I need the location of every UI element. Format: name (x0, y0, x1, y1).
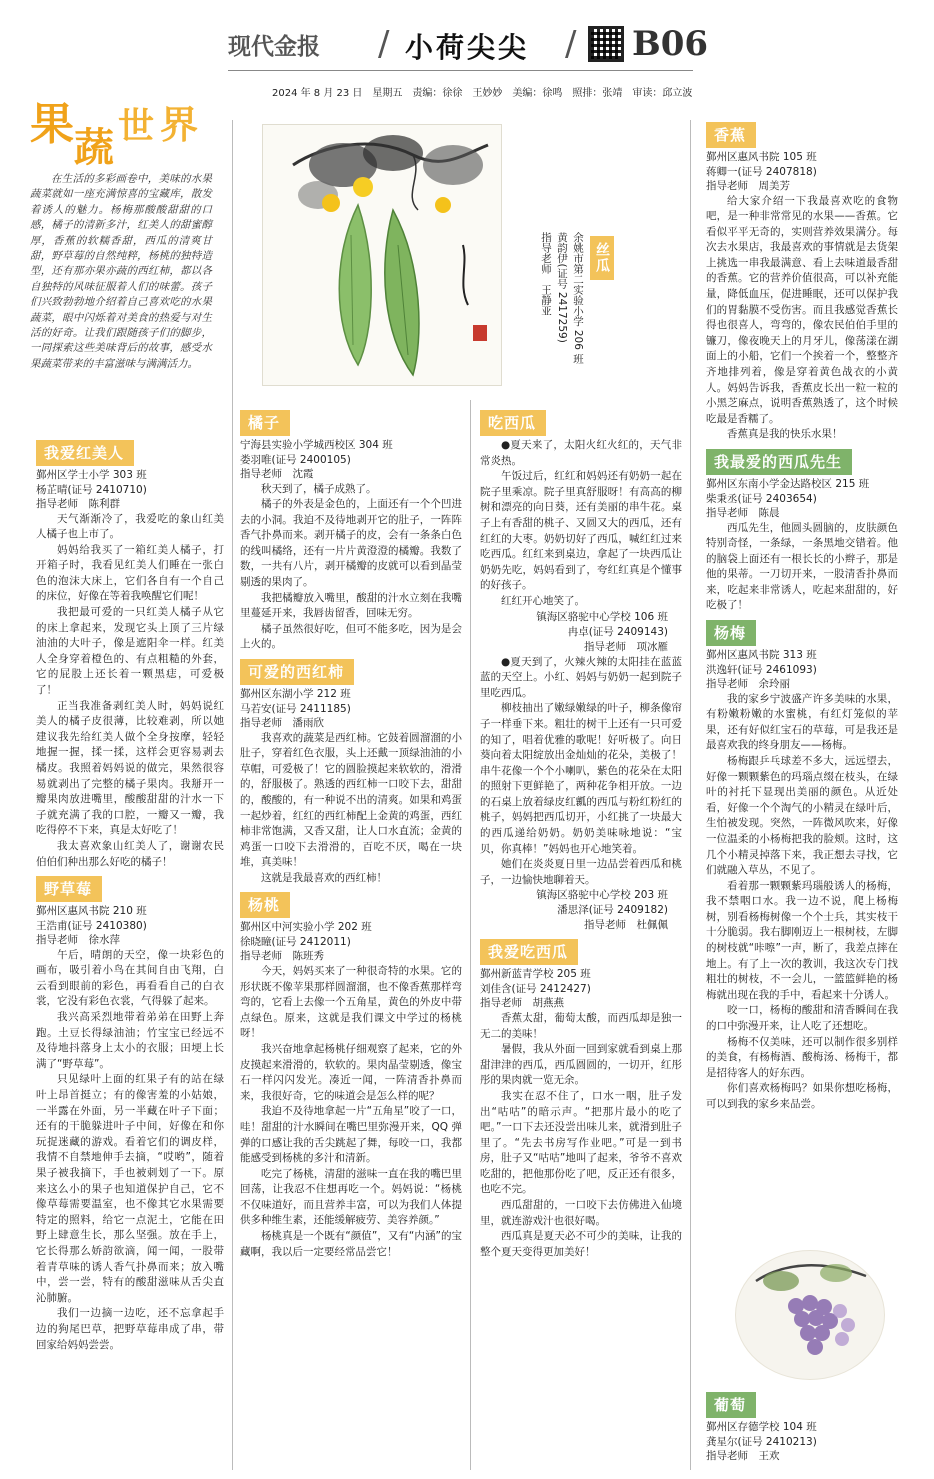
paragraph: 香蕉真是我的快乐水果！ (727, 428, 843, 441)
school: 鄞州区惠风书院 105 班 (706, 151, 817, 163)
paragraph: 天气渐渐冷了，我爱吃的象山红美人橘子也上市了。 (36, 512, 224, 541)
paragraph: 我的家乡宁波盛产许多美味的水果，有粉嫩粉嫩的水蜜桃，有红灯笼似的苹果，还有好似红宝石的草莓，可是我还是最喜欢我的终身朋友——杨梅。 (706, 692, 898, 752)
article-body (240, 964, 462, 1260)
column-2 (240, 410, 462, 1266)
grape-painting-image (736, 1251, 885, 1380)
header-slash: / (378, 24, 390, 64)
paragraph: 午后，晴朗的天空，像一块彩色的画布，吸引着小鸟在其间自由飞翔，白云看到眼前的彩色，再看看自己的白衣裳，它没有彩色衣裳，气得躲了起来。 (36, 948, 224, 1008)
article-body (36, 512, 224, 871)
paragraph: 秋天到了，橘子成熟了。 (261, 482, 377, 495)
paragraph: 给大家介绍一下我最喜欢吃的食物吧，是一种非常常见的水果——香蕉。它看似平平无奇的，实则营养效果满分。每次去水果店，我最喜欢的事情就是去货架上挑选一串我最满意、看上去味道最香甜的香蕉。它的营养价值很高，可以补充能量，降低血压，促进睡眠，还可以保护我们的胃黏膜不受伤害。而且我感觉香蕉长得也很喜人，弯弯的，像农民伯伯手里的镰刀，像夜晚天上的月牙儿，像荡漾在湖面上的小船，它们一个挨着一个，整整齐齐地排列着，像是穿着黄色战衣的小黄人。妈妈告诉我，香蕉皮长出一粒一粒的小黑芝麻点，说明香蕉熟透了，这个时候吃最是香糯了。 (706, 194, 898, 425)
article-mr-watermelon (706, 449, 898, 614)
teacher: 指导老师 陈晨 (706, 507, 780, 519)
article-body (706, 194, 898, 444)
article-grape (706, 1392, 898, 1464)
paragraph: 咬一口，杨梅的酸甜和清香瞬间在我的口中弥漫开来，让人吃了还想吃。 (706, 1004, 898, 1033)
paragraph: 我把橘瓣放入嘴里，酸甜的汁水立刻在我嘴里蔓延开来，我唇齿留香，回味无穷。 (240, 591, 462, 620)
section-title: 小荷尖尖 (405, 31, 530, 64)
student: 黄韵伊(证号 2417259) (556, 232, 568, 343)
article-tag: 葡萄 (706, 1392, 756, 1418)
paragraph: 西瓜先生，他圆头圆脑的，皮肤颜色特别奇怪，一条绿，一条黑地交错着。他的脑袋上面还有一根长长的小辫子，那是他的果蒂。一刀切开来，一股清香扑鼻而来，吃起来非常诱人，吃起来甜甜的，好吃极了！ (706, 521, 898, 612)
student: 娄羽唯(证号 2400105) (240, 453, 351, 466)
paragraph: 看着那一颗颗紫玛瑙般诱人的杨梅，我不禁咽口水。我一边不说，爬上杨梅树，别看杨梅树像一个个士兵，其实枝干十分脆弱。我右脚刚迈上一根树枝，左脚的树枝就“咔嚓”一声，断了，我差点摔在地上。有了上一次的教训，我这次专门找粗壮的树枝，不一会儿，一篮篮鲜艳的杨梅就出现在我的手中，看起来十分诱人。 (706, 879, 898, 1001)
student: 徐晓瞳(证号 2412011) (240, 935, 351, 948)
article-starfruit (240, 892, 462, 1260)
paragraph: 暑假，我从外面一回到家就看到桌上那甜津津的西瓜，西瓜圆圆的，一切开，红彤彤的果肉就一览无余。 (480, 1043, 682, 1087)
article-body (240, 482, 462, 654)
logo-char: 界 (160, 102, 199, 147)
column-intro: 在生活的多彩画卷中，美味的水果蔬菜就如一座充满惊喜的宝藏库，散发着诱人的魅力。杨梅那酸酸甜甜的口感，橘子的清新多汁，红美人的甜蜜醇厚，香蕉的软糯香甜，西瓜的清爽甘甜，野草莓的自然纯粹，杨桃的独特造型，还有那亦果亦蔬的西红柿，都以各自独特的风味征服着人们的味蕾。孩子们兴致勃勃地介绍着自己喜欢吃的水果蔬菜，眼中闪烁着对美食的热爱与对生活的好奇。让我们跟随孩子们的脚步，一同探索这些美味背后的故事，感受水果蔬菜带来的丰富滋味与满满活力。 (30, 173, 212, 370)
student: 柴秉丞(证号 2403654) (706, 492, 817, 505)
paragraph: 西瓜甜甜的，一口咬下去仿佛进入仙境里，就连游戏汁也很好喝。 (480, 1199, 682, 1227)
teacher: 指导老师 王欢 (706, 1450, 780, 1462)
teacher: 指导老师 陈利群 (36, 498, 120, 510)
article-tomato (240, 659, 462, 886)
paragraph: ●夏天到了，火辣火辣的太阳挂在蓝蓝蓝的天空上。小红、妈妈与奶奶一起到院子里吃西瓜。 (480, 655, 682, 699)
student: 杨芷晴(证号 2410710) (36, 483, 147, 496)
page-number: B06 (632, 24, 709, 64)
article-tag: 香蕉 (706, 122, 756, 148)
teacher: 指导老师 潘雨欣 (240, 717, 324, 730)
teacher: 指导老师 周美芳 (706, 180, 790, 192)
paragraph: 西瓜真是夏天必不可少的美味，让我的整个夏天变得更加美好！ (480, 1230, 682, 1258)
student: 王浩甫(证号 2410380) (36, 919, 147, 932)
article-bayberry (706, 620, 898, 1113)
article-tag: 杨桃 (240, 892, 290, 918)
paragraph: 杨梅跟乒乓球差不多大，远远望去，好像一颗颗紫色的玛瑙点缀在枝头，在绿叶的衬托下显现出美丽的颜色。从近处看，好像一个个淘气的小精灵在绿叶后，生怕被发现。突然，一阵微风吹来，好像一位温柔的小杨梅把我的脸颊。这时，这几个小精灵掉落下来，我正想去寻找，它们就融入草丛，不见了。 (706, 754, 898, 877)
paragraph: 我实在忍不住了，口水一咽，肚子发出“咕咕”的暗示声。“把那片最小的吃了吧。”一口下去还没尝出味儿来，就滑到肚子里了。“先去书房写作业吧。”可是一到书房，肚子又“咕咕”地叫了起来，爷爷不喜欢吃甜的，把他那份吃了吧，反正还有很多，也吃不完。 (480, 1089, 682, 1196)
article-tag: 可爱的西红柿 (240, 659, 354, 685)
dateline: 2024 年 8 月 23 日 星期五 责编：徐徐 王妙妙 美编：徐鸣 照排：张靖 审读：邱立波 (272, 88, 693, 99)
article-tag: 橘子 (240, 410, 290, 436)
school: 鄞州区中河实验小学 202 班 (240, 921, 372, 934)
student: 洪逸轩(证号 2461093) (706, 663, 817, 676)
teacher: 指导老师 王静亚 (540, 232, 552, 316)
paragraph: 我兴高采烈地带着弟弟在田野上奔跑。土豆长得绿油油；竹宝宝已经远不及待地抖落身上太小的衣服；田埂上长满了“野草莓”。 (36, 1011, 224, 1070)
paragraph: 红红开心地笑了。 (501, 594, 585, 607)
article-body (480, 655, 682, 889)
paragraph: 只见绿叶上面的红果子有的站在绿叶上昂首挺立；有的像害羞的小姑娘，一半露在外面，另一半藏在叶子下面；还有的干脆躲进叶子中间，好像在和你玩捉迷藏的游戏。看着它们的调皮样，我情不自禁地伸手去摘，“哎哟”，随着果子被我摘下，手也被刺划了一下。原来这么小的果子也知道保护自己，它不像草莓需要温室，也不像其它水果需要特定的照料，给它一点泥土，它能在田野上肆意生长，那么坚强。放在手上，它长得那么娇韵欲滴，闻一闻，一股带着青草味的诱人香气扑鼻而来；放入嘴中，尝一尝，特有的酸甜滋味从舌尖直沁肺腑。 (36, 1073, 224, 1304)
article-tag: 吃西瓜 (480, 410, 546, 436)
byline: 镇海区骆驼中心学校 106 班 冉卓(证号 2409143) 指导老师 项冰雁 (536, 610, 668, 653)
article-body (480, 1011, 682, 1261)
article-banana (706, 122, 898, 443)
article-body (240, 731, 462, 887)
paragraph: 你们喜欢杨梅吗？如果你想吃杨梅，可以到我的家乡来品尝。 (706, 1082, 898, 1110)
article-body (480, 438, 682, 610)
article-tag: 丝瓜 (590, 236, 614, 280)
student: 刘佳含(证号 2412427) (480, 982, 591, 995)
painting-caption (538, 232, 586, 412)
article-tag: 我最爱的西瓜先生 (706, 449, 852, 475)
article-eating-watermelon (480, 410, 682, 933)
paragraph: 杨桃真是一个既有“颜值”，又有“内涵”的宝藏啊，我以后一定要经常品尝它！ (240, 1230, 462, 1258)
page-header (0, 0, 934, 99)
article-tag: 杨梅 (706, 620, 756, 646)
article-tag: 我爱吃西瓜 (480, 939, 578, 965)
paragraph: 正当我准备剥红美人时，妈妈说红美人的橘子皮很薄，比较难剥，所以她建议我先给红美人做个全身按摩，轻轻地握一握，揉一揉，这样会更容易剥去橘皮。我照着妈妈说的做完，果然很容易就剥出了完整的橘子果肉。我掰开一瓣果肉放进嘴里，酸酸甜甜的汁水一下子就充满了我的口腔，一瓣又一瓣，我吃得停不下来，真是太好吃了！ (36, 699, 224, 837)
column-1 (36, 440, 224, 1359)
paragraph: 她们在炎炎夏日里一边品尝着西瓜和桃子，一边愉快地聊着天。 (480, 858, 682, 886)
paragraph: ●夏天来了，太阳火红火红的，天气非常炎热。 (480, 439, 682, 467)
logo-char: 蔬 (74, 124, 114, 171)
column-4 (706, 122, 898, 1119)
column-divider (232, 120, 233, 1470)
teacher: 指导老师 沈霞 (240, 468, 314, 480)
student: 马若安(证号 2411185) (240, 702, 351, 715)
header-slash: / (565, 24, 577, 64)
byline: 镇海区骆驼中心学校 203 班 潘思泽(证号 2409182) 指导老师 杜佩佩 (536, 889, 668, 932)
article-red-beauty (36, 440, 224, 870)
article-orange (240, 410, 462, 653)
student: 蒋卿一(证号 2407818) (706, 165, 817, 178)
column-3 (480, 410, 682, 1266)
luffa-painting-image (263, 125, 503, 387)
paragraph: 橘子的外表是金色的，上面还有一个个凹进去的小洞。我迫不及待地剥开它的肚子，一阵阵香气扑鼻而来。剥开橘子的皮，会有一条条白色的线叫橘络，还有一片片黄澄澄的橘瓣。我数了数，一共有八片，剥开橘瓣的皮就可以看到晶莹剔透的果肉了。 (240, 498, 462, 589)
column-divider (690, 120, 691, 1470)
school: 鄞州区学士小学 303 班 (36, 469, 147, 481)
article-love-watermelon (480, 939, 682, 1260)
column-divider (470, 400, 471, 1470)
paragraph: 我兴奋地拿起杨桃仔细观察了起来，它的外皮摸起来滑滑的，软软的。果肉晶莹剔透，像宝石一样闪闪发光。凑近一闻，一阵清香扑鼻而来，我很好奇，它的味道会是怎么样的呢？ (240, 1042, 462, 1102)
paragraph: 柳枝抽出了嫩绿嫩绿的叶子，柳条像帘子一样垂下来。粗壮的树干上还有一只可爱的知了，唱着优雅的歌呢！好听极了。向日葵向着太阳绽放出金灿灿的花朵，美极了！串牛花像一个个小喇叭，紫色的花朵在太阳的照射下更鲜艳了，两种花争相开放。一边的石桌上放着绿皮红瓤的西瓜与粉红粉红的桃子，妈妈把西瓜切开，小红挑了一块最大的西瓜递给奶奶。奶奶美味咏地说：“宝贝，你真棒！”妈妈也开心地笑着。 (480, 702, 682, 855)
paragraph: 这就是我最喜欢的西红柿！ (261, 871, 387, 884)
paragraph: 妈妈给我买了一箱红美人橘子，打开箱子时，我看见红美人们睡在一张白色的泡沫大床上，它们各自有一个自己的床位，好像在等着我唤醒它们呢！ (36, 543, 224, 603)
paragraph: 吃完了杨桃，清甜的滋味一直在我的嘴巴里回荡，让我忍不住想再吃一个。妈妈说：“杨桃不仅味道好，而且营养丰富，可以为我们人体提供多种维生素，还能缓解疲劳、美容养颜。” (240, 1167, 462, 1227)
article-tag: 我爱红美人 (36, 440, 134, 466)
article-body (706, 521, 898, 615)
luffa-painting (262, 124, 502, 386)
school: 鄞州区惠风书院 313 班 (706, 649, 817, 662)
school: 鄞州区东湖小学 212 班 (240, 688, 351, 701)
qr-code-icon[interactable] (588, 26, 624, 62)
teacher: 指导老师 胡燕燕 (480, 997, 564, 1010)
school: 鄞州新蓝青学校 205 班 (480, 968, 591, 981)
newspaper-name: 现代金报 (228, 33, 320, 60)
paragraph: 我喜欢的蔬菜是西红柿。它鼓着圆溜溜的小肚子，穿着红色衣服，头上还戴一顶绿油油的小草帽，可爱极了！它的圆脸摸起来软软的，滑滑的，舒服极了。熟透的西红柿一口咬下去，甜甜的，酸酸的，有一种说不出的清爽。如果和鸡蛋一起炒着，红红的西红柿配上金黄的鸡蛋，西红柿非常饱满，又香又甜，让人口水直流；金黄的鸡蛋一口咬下去滑滑的，百吃不厌，喝在一块堆，真美味！ (240, 731, 462, 869)
grape-painting (735, 1250, 885, 1380)
paragraph: 我太喜欢象山红美人了，谢谢农民伯伯们种出那么好吃的橘子！ (36, 839, 224, 868)
paragraph: 我把最可爱的一只红美人橘子从它的床上拿起来，发现它头上顶了三片绿油油的大叶子，像是遮阳伞一样。红美人全身穿着橙色的、有点粗糙的外套，它的屁股上还长着一颗黑痣，可爱极了！ (36, 606, 224, 697)
school: 余姚市第二实验小学 206 班 (572, 232, 584, 364)
paragraph: 杨梅不仅美味，还可以制作很多别样的美食，有杨梅酒、酸梅汤、杨梅干，都是招待客人的好东西。 (706, 1035, 898, 1079)
paragraph: 我们一边摘一边吃，还不忘拿起手边的狗尾巴草，把野草莓串成了串，带回家给妈妈尝尝。 (36, 1307, 224, 1351)
school: 鄞州区存德学校 104 班 (706, 1421, 817, 1433)
logo-char: 果 (30, 99, 74, 150)
school: 宁海县实验小学城西校区 304 班 (240, 439, 393, 451)
teacher: 指导老师 徐水萍 (36, 934, 120, 947)
paragraph: 香蕉太甜，葡萄太酸，而西瓜却是独一无二的美味！ (480, 1011, 682, 1040)
logo-char: 世 (118, 105, 155, 147)
student: 龚星尔(证号 2410213) (706, 1435, 817, 1448)
header-divider (228, 70, 693, 71)
paragraph: 今天，妈妈买来了一种很奇特的水果。它的形状既不像苹果那样圆溜溜，也不像香蕉那样弯弯的，它看上去像一个五角星，黄色的外皮中带点绿色。原来，这就是我们课文中学过的杨桃呀！ (240, 964, 462, 1040)
school: 鄞州区惠风书院 210 班 (36, 905, 147, 918)
teacher: 指导老师 陈班秀 (240, 950, 324, 963)
article-wild-strawberry (36, 876, 224, 1353)
article-body (36, 948, 224, 1353)
column-logo (30, 88, 220, 171)
paragraph: 橘子虽然很好吃，但可不能多吃，因为是会上火的。 (240, 622, 462, 651)
paragraph: 我迫不及待地拿起一片“五角星”咬了一口，哇！甜甜的汁水瞬间在嘴巴里弥漫开来，QQ 弹弹的口感让我的舌尖跳起了舞，每咬一口，我都能感受到杨桃的多汁和清新。 (240, 1105, 462, 1165)
article-body (706, 692, 898, 1113)
paragraph: 午饭过后，红红和妈妈还有奶奶一起在院子里乘凉。院子里真舒服呀！有高高的柳树和漂亮的向日葵，还有美丽的串牛花。桌子上有香甜的桃子、又圆又大的西瓜，还有红红的大枣。奶奶切好了西瓜，喊红红过来吃西瓜。红红来到桌边，拿起了一块西瓜让奶奶先吃，妈妈看到了，夸红红真是个懂事的好孩子。 (480, 470, 682, 592)
article-tag: 野草莓 (36, 876, 102, 902)
teacher: 指导老师 余玲丽 (706, 678, 790, 691)
school: 鄞州区东南小学金达路校区 215 班 (706, 478, 870, 490)
